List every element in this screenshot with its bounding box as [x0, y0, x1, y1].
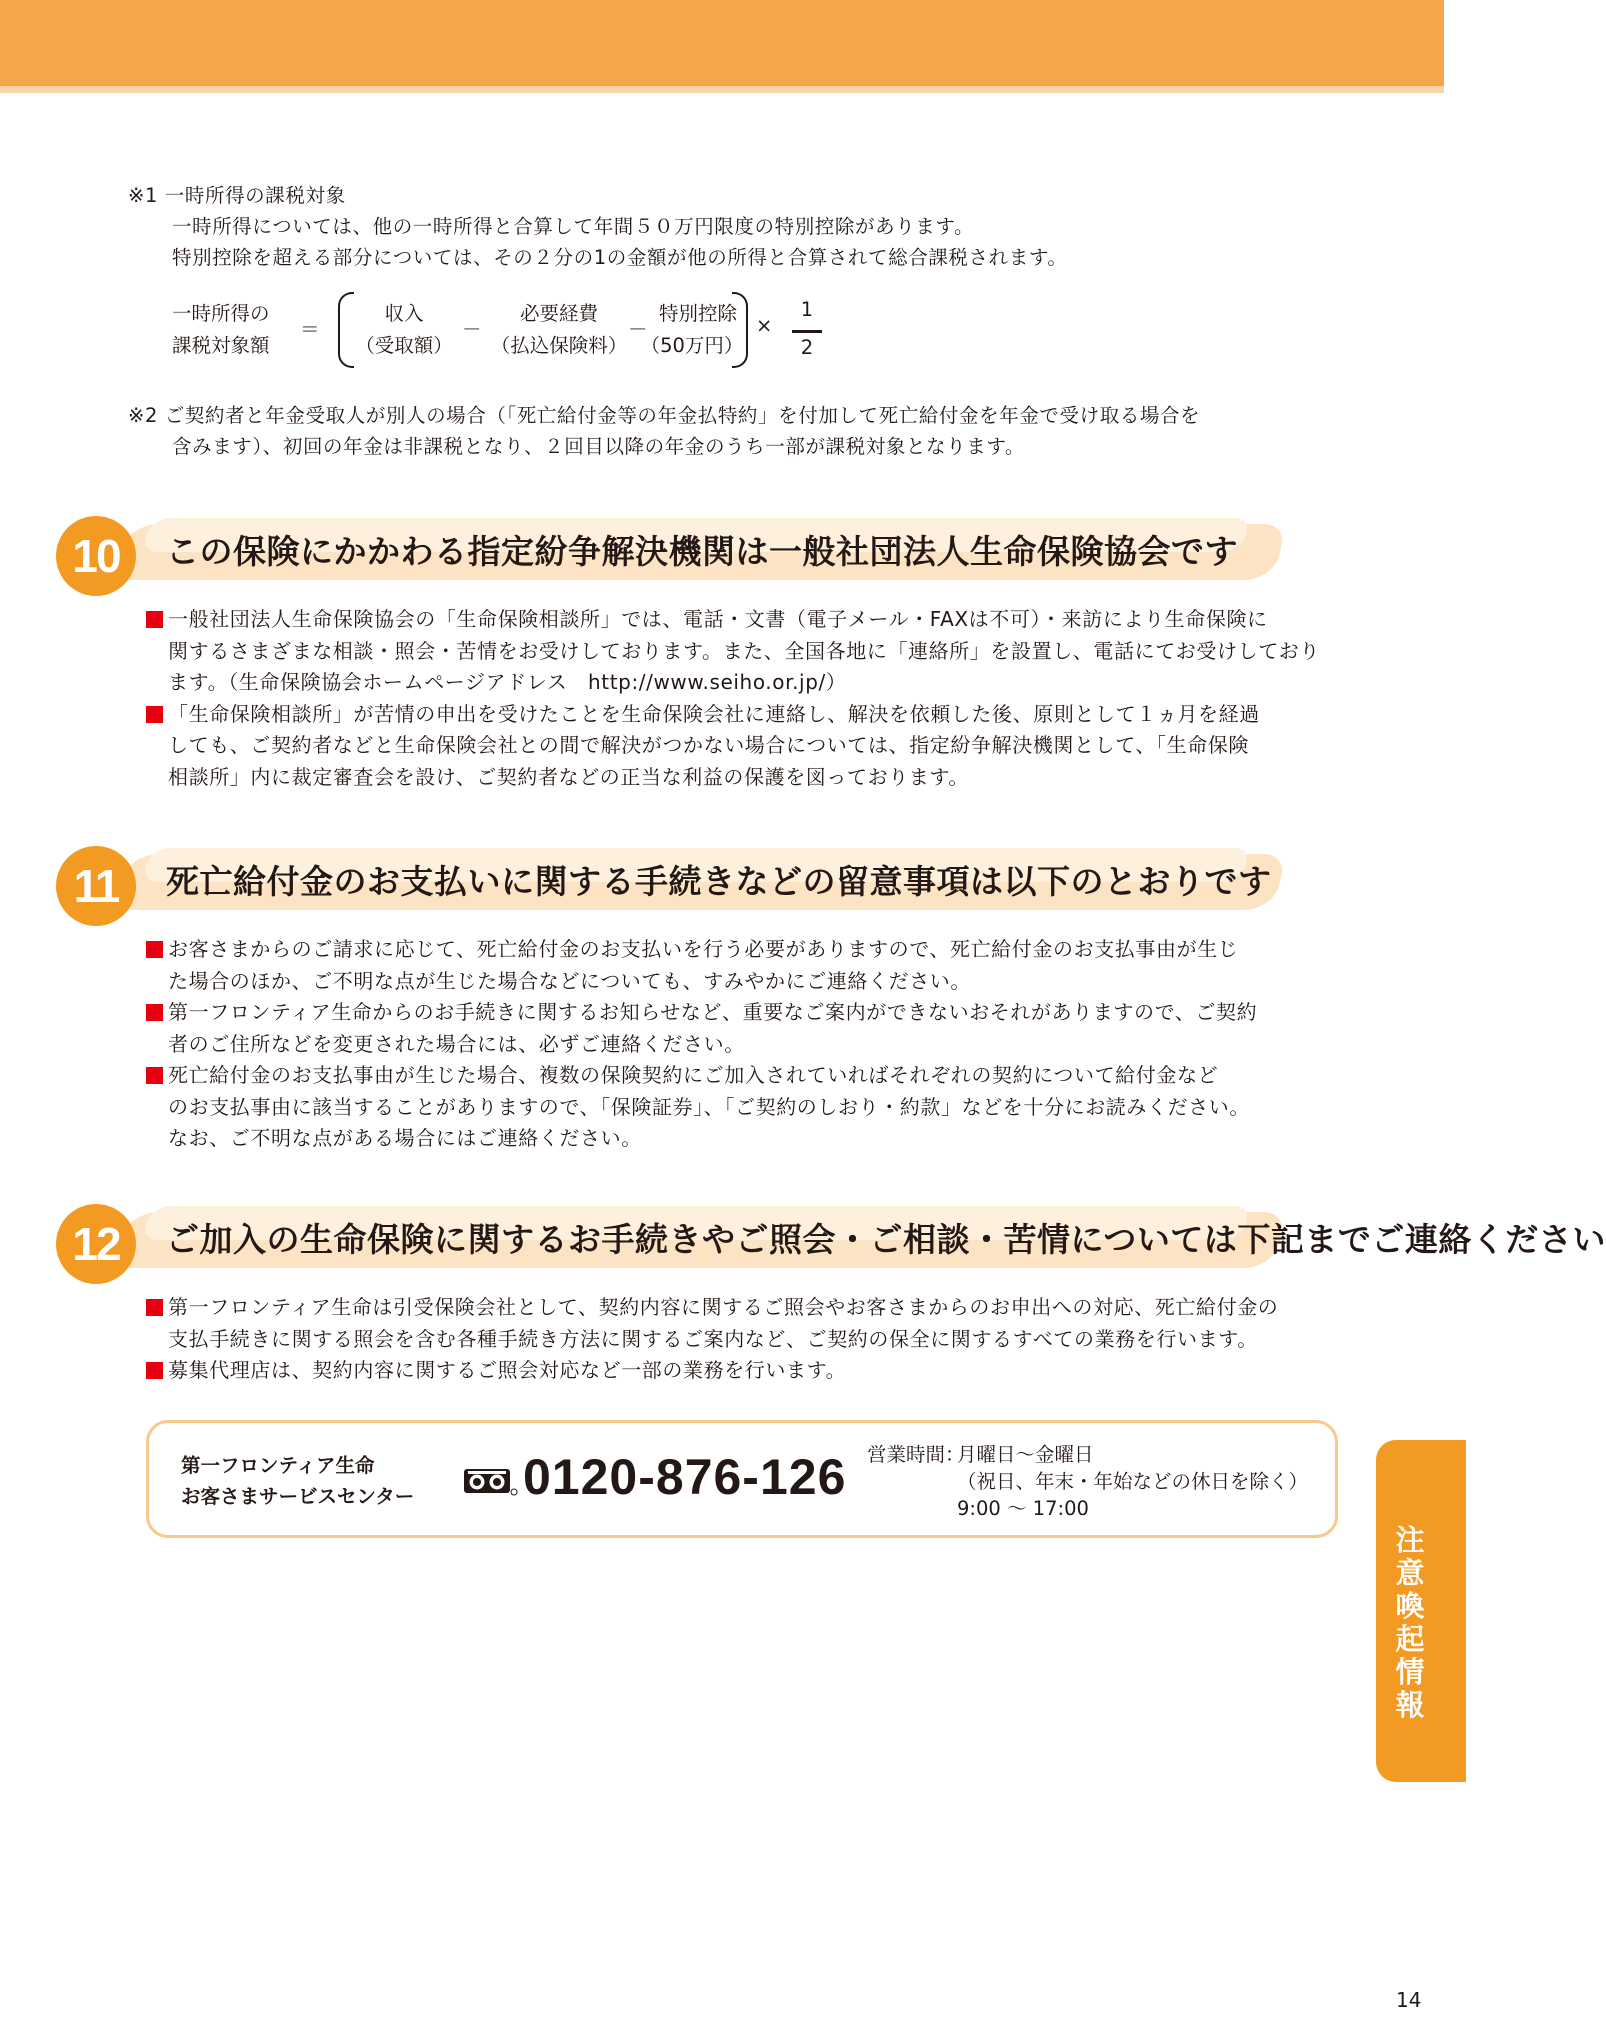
formula-term-1-line-1: 収入 — [384, 302, 424, 325]
business-hours-note: （祝日、年末・年始などの休日を除く） — [957, 1470, 1309, 1493]
bullet-line: のお支払事由に該当することがありますので、「保険証券」、「ご契約のしおり・約款」などを十分にお読みください。 — [168, 1094, 1250, 1119]
note-1-mark: ※1 — [128, 184, 158, 207]
side-index-tab[interactable] — [1376, 1440, 1466, 1782]
section-title: この保険にかかわる指定紛争解決機関は一般社団法人生命保険協会です — [166, 532, 1238, 571]
bullet-line: 関するさまざまな相談・照会・苦情をお受けしております。また、全国各地に「連絡所」を設置し、電話にてお受けしており — [168, 638, 1320, 663]
red-square-bullet-icon — [146, 1362, 163, 1379]
business-hours-days: 月曜日～金曜日 — [957, 1443, 1094, 1466]
note-2-mark: ※2 — [128, 404, 158, 427]
bullet-line: ます。（生命保険協会ホームページアドレス http://www.seiho.or.jp/） — [168, 670, 847, 694]
section-title: 死亡給付金のお支払いに関する手続きなどの留意事項は以下のとおりです — [166, 862, 1272, 901]
bullet-line: 支払手続きに関する照会を含む各種手続き方法に関するご案内など、ご契約の保全に関するすべての業務を行います。 — [168, 1326, 1258, 1351]
bullet-line: 第一フロンティア生命からのお手続きに関するお知らせなど、重要なご案内ができないおそれがありますので、ご契約 — [168, 1000, 1258, 1024]
formula-times: × — [756, 314, 773, 337]
bullet-line: お客さまからのご請求に応じて、死亡給付金のお支払いを行う必要がありますので、死亡給付金のお支払事由が生じ — [168, 937, 1239, 961]
formula-term-2-line-1: 必要経費 — [519, 302, 598, 325]
formula-term-3-line-2: （50万円） — [640, 334, 744, 357]
formula-minus-1: － — [462, 318, 482, 341]
note-1-line-2: 特別控除を超える部分については、その２分の1の金額が他の所得と合算されて総合課税されます。 — [172, 246, 1068, 269]
note-1-line-1: 一時所得については、他の一時所得と合算して年間５０万円限度の特別控除があります。 — [172, 215, 975, 238]
bullet-item — [146, 1060, 1346, 1155]
section-10-heading — [56, 510, 1356, 594]
bullet-line: なお、ご不明な点がある場合にはご連絡ください。 — [168, 1126, 642, 1150]
note-1-title: 一時所得の課税対象 — [164, 184, 346, 207]
section-12-bullets — [146, 1292, 1346, 1387]
page-number: 14 — [1396, 1988, 1422, 2012]
formula-denominator: 2 — [800, 336, 814, 359]
phone-number[interactable]: 0120-876-126 — [523, 1449, 847, 1505]
section-11-bullets — [146, 934, 1346, 1155]
formula-numerator: 1 — [800, 298, 814, 321]
red-square-bullet-icon — [146, 1299, 163, 1316]
formula-term-3-line-1: 特別控除 — [658, 302, 737, 325]
bullet-line: 者のご住所などを変更された場合には、必ずご連絡ください。 — [168, 1031, 745, 1056]
section-number-badge: 12 — [56, 1204, 136, 1284]
formula-fraction-bar — [792, 330, 822, 333]
section-number-badge: 11 — [56, 846, 136, 926]
freedial-icon — [463, 1467, 519, 1497]
bullet-line: た場合のほか、ご不明な点が生じた場合などについても、すみやかにご連絡ください。 — [168, 968, 971, 993]
bullet-item — [146, 997, 1346, 1060]
bullet-item — [146, 699, 1346, 794]
note-1 — [128, 180, 1328, 273]
red-square-bullet-icon — [146, 706, 163, 723]
section-11-heading — [56, 840, 1356, 924]
tax-formula — [172, 292, 832, 370]
red-square-bullet-icon — [146, 1067, 163, 1084]
section-10-bullets — [146, 604, 1346, 793]
bullet-line: 募集代理店は、契約内容に関するご照会対応など一部の業務を行います。 — [168, 1358, 847, 1382]
formula-lhs-line-2: 課税対象額 — [172, 334, 270, 357]
bullet-line: 相談所」内に裁定審査会を設け、ご契約者などの正当な利益の保護を図っております。 — [168, 764, 969, 789]
service-center-name — [181, 1450, 414, 1512]
formula-lhs-line-1: 一時所得の — [172, 302, 270, 325]
bullet-item — [146, 1355, 1346, 1387]
service-center-name-line-1: 第一フロンティア生命 — [181, 1454, 375, 1477]
bullet-item — [146, 934, 1346, 997]
red-square-bullet-icon — [146, 611, 163, 628]
bullet-line: しても、ご契約者などと生命保険会社との間で解決がつかない場合については、指定紛争解決機関として、「生命保険 — [168, 733, 1249, 757]
section-number-badge: 10 — [56, 516, 136, 596]
business-hours-time: 9:00 ～ 17:00 — [957, 1497, 1089, 1520]
section-title: ご加入の生命保険に関するお手続きやご照会・ご相談・苦情については下記までご連絡ください — [166, 1220, 1606, 1259]
red-square-bullet-icon — [146, 941, 163, 958]
bullet-line: 「生命保険相談所」が苦情の申出を受けたことを生命保険会社に連絡し、解決を依頼した後、原則として１ヵ月を経過 — [168, 701, 1260, 726]
note-2-line-2: 含みます）、初回の年金は非課税となり、２回目以降の年金のうち一部が課税対象となります。 — [172, 435, 1025, 458]
top-banner — [0, 0, 1444, 86]
formula-term-1-line-2: （受取額） — [355, 334, 453, 357]
bullet-item — [146, 1292, 1346, 1355]
business-hours-label: 営業時間： — [867, 1443, 965, 1466]
note-2-line-1: ご契約者と年金受取人が別人の場合（「死亡給付金等の年金払特約」を付加して死亡給付金を年金で受け取る場合を — [164, 404, 1201, 427]
bullet-line: 死亡給付金のお支払事由が生じた場合、複数の保険契約にご加入されていればそれぞれの契約について給付金など — [168, 1063, 1219, 1087]
note-2 — [128, 400, 1358, 462]
formula-right-bracket — [732, 292, 748, 368]
bullet-item — [146, 604, 1346, 699]
customer-service-contact-box — [146, 1420, 1338, 1538]
bullet-line: 第一フロンティア生命は引受保険会社として、契約内容に関するご照会やお客さまからのお申出への対応、死亡給付金の — [168, 1295, 1279, 1319]
formula-term-2-line-2: （払込保険料） — [490, 334, 628, 357]
service-center-name-line-2: お客さまサービスセンター — [181, 1485, 415, 1508]
section-12-heading — [56, 1198, 1606, 1282]
red-square-bullet-icon — [146, 1004, 163, 1021]
formula-minus-2: － — [628, 318, 648, 341]
top-banner-underline — [0, 86, 1444, 93]
formula-equals: ＝ — [300, 318, 320, 341]
side-tab-label: 注意喚起情報 — [1395, 1523, 1425, 1722]
bullet-line: 一般社団法人生命保険協会の「生命保険相談所」では、電話・文書（電子メール・FAXは不可）・来訪により生命保険に — [168, 607, 1268, 631]
